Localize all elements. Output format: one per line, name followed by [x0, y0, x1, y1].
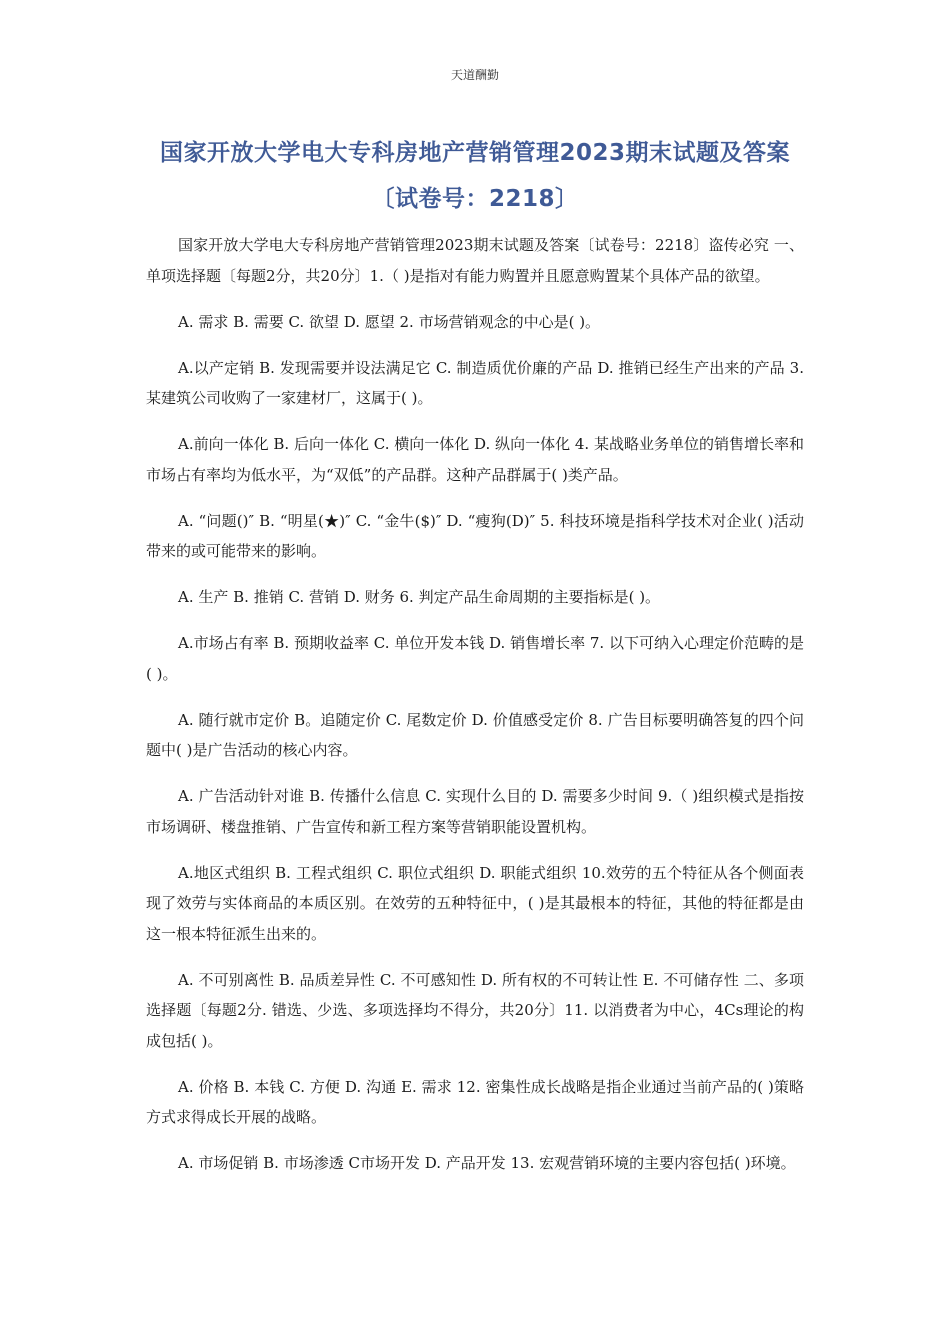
paragraph: A. 需求 B. 需要 C. 欲望 D. 愿望 2. 市场营销观念的中心是( )。 [178, 312, 601, 331]
paragraph: A. 不可别离性 B. 品质差异性 C. 不可感知性 D. 所有权的不可转让性 E. 不可储存性 二、多项选择题〔每题2分. 错选、少选、多项选择均不得分，共20分〕11. 以消费者为中心，4Cs理论的构成包括( )。 [146, 970, 804, 1050]
paragraph: A. “问题()″ B. “明星(★)″ C. “金牛($)″ D. “瘦狗(D)″ 5. 科技环境是指科学技术对企业( )活动带来的或可能带来的影响。 [146, 511, 804, 560]
page-header: 天道酬勤 [450, 68, 499, 82]
document-body [146, 230, 804, 1179]
paragraph: A.地区式组织 B. 工程式组织 C. 职位式组织 D. 职能式组织 10.效劳的五个特征从各个侧面表现了效劳与实体商品的本质区别。在效劳的五种特征中，( )是其最根本的特征，其他的特征都是由这一根本特征派生出来的。 [146, 863, 804, 943]
paragraph: A.以产定销 B. 发现需要并设法满足它 C. 制造质优价廉的产品 D. 推销已经生产出来的产品 3. 某建筑公司收购了一家建材厂，这属于( )。 [146, 358, 804, 407]
document-title: 国家开放大学电大专科房地产营销管理2023期末试题及答案 [159, 140, 790, 166]
paragraph: A. 市场促销 B. 市场渗透 C市场开发 D. 产品开发 13. 宏观营销环境的主要内容包括( )环境。 [178, 1154, 796, 1172]
paragraph: 国家开放大学电大专科房地产营销管理2023期末试题及答案〔试卷号：2218〕盗传必究 一、单项选择题〔每题2分，共20分〕1.（ )是指对有能力购置并且愿意购置某个具体产品的欲望。 [146, 236, 804, 285]
paragraph: A. 随行就市定价 B。追随定价 C. 尾数定价 D. 价值感受定价 8. 广告目标要明确答复的四个问题中( )是广告活动的核心内容。 [146, 710, 804, 759]
paragraph: A.前向一体化 B. 后向一体化 C. 横向一体化 D. 纵向一体化 4. 某战略业务单位的销售增长率和市场占有率均为低水平，为“双低”的产品群。这种产品群属于( )类产品。 [146, 435, 804, 484]
paragraph: A. 价格 B. 本钱 C. 方便 D. 沟通 E. 需求 12. 密集性成长战略是指企业通过当前产品的( )策略方式求得成长开展的战略。 [146, 1077, 804, 1126]
paragraph: A. 生产 B. 推销 C. 营销 D. 财务 6. 判定产品生命周期的主要指标是( )。 [178, 588, 661, 606]
paragraph: A. 广告活动针对谁 B. 传播什么信息 C. 实现什么目的 D. 需要多少时间 9.（ )组织模式是指按市场调研、楼盘推销、广告宣传和新工程方案等营销职能设置机构。 [146, 787, 804, 836]
document-subtitle: 〔试卷号：2218〕 [371, 186, 579, 212]
paragraph: A.市场占有率 B. 预期收益率 C. 单位开发本钱 D. 销售增长率 7. 以下可纳入心理定价范畴的是( )。 [146, 634, 804, 683]
